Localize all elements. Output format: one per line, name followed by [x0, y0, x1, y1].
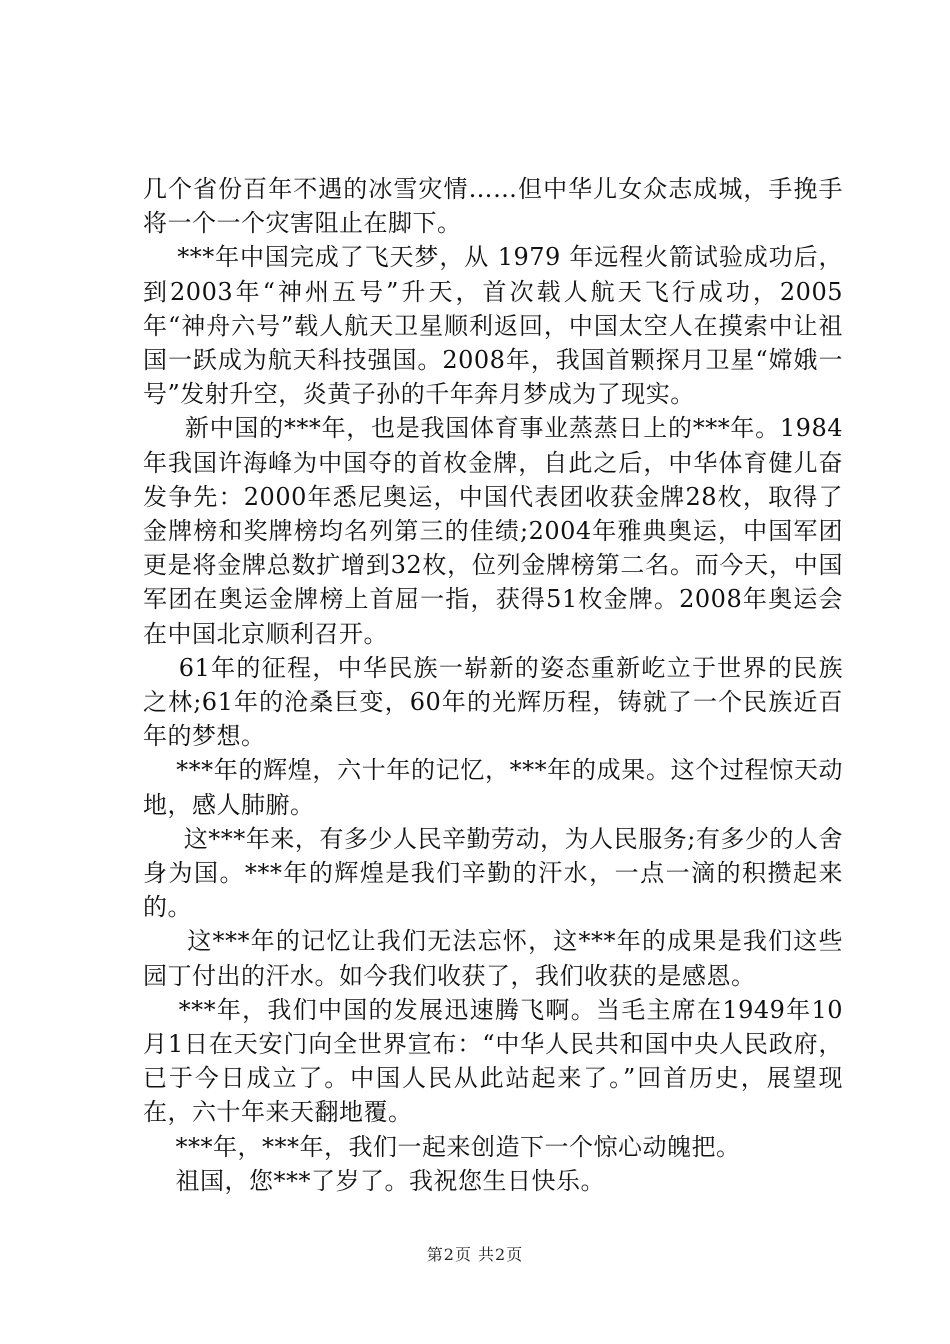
- paragraph-7: 这***年的记忆让我们无法忘怀，这***年的成果是我们这些园丁付出的汗水。如今我们收获了，我们收获的是感恩。: [143, 927, 843, 990]
- document-body: [143, 172, 843, 1198]
- paragraph-2: ***年中国完成了飞天梦，从 1979 年远程火箭试验成功后，到2003年“神州五号”升天，首次载人航天飞行成功，2005年“神舟六号”载人航天卫星顺利返回，中国太空人在摸索中让祖国一跃成为航天科技强国。2008年，我国首颗探月卫星“嫦娥一号”发射升空，炎黄子孙的千年奔月梦成为了现实。: [143, 243, 843, 409]
- paragraph-5: ***年的辉煌，六十年的记忆，***年的成果。这个过程惊天动地，感人肺腑。: [143, 756, 844, 819]
- paragraph-6: 这***年来，有多少人民辛勤劳动，为人民服务;有多少的人舍身为国。***年的辉煌是我们辛勤的汗水，一点一滴的积攒起来的。: [143, 824, 843, 922]
- paragraph-8: ***年，我们中国的发展迅速腾飞啊。当毛主席在1949年10月1日在天安门向全世界宣布：“中华人民共和国中央人民政府，已于今日成立了。中国人民从此站起来了。”回首历史，展望现在，六十年来天翻地覆。: [143, 995, 843, 1127]
- paragraph-1: 几个省份百年不遇的冰雪灾情……但中华儿女众志成城，手挽手将一个一个灾害阻止在脚下。: [143, 175, 843, 238]
- paragraph-10: 祖国，您***了岁了。我祝您生日快乐。: [143, 1166, 606, 1195]
- page-number-footer: 第2页 共2页: [426, 1245, 524, 1264]
- paragraph-9: ***年，***年，我们一起来创造下一个惊心动魄把。: [143, 1132, 741, 1161]
- paragraph-4: 61年的征程，中华民族一崭新的姿态重新屹立于世界的民族之林;61年的沧桑巨变，60年的光辉历程，铸就了一个民族近百年的梦想。: [143, 653, 843, 751]
- paragraph-3: 新中国的***年，也是我国体育事业蒸蒸日上的***年。1984年我国许海峰为中国夺的首枚金牌，自此之后，中华体育健儿奋发争先：2000年悉尼奥运，中国代表团收获金牌28枚，取得了金牌榜和奖牌榜均名列第三的佳绩;2004年雅典奥运，中国军团更是将金牌总数扩增到32枚，位列金牌榜第二名。而今天，中国军团在奥运金牌榜上首屈一指，获得51枚金牌。2008年奥运会在中国北京顺利召开。: [143, 414, 843, 648]
